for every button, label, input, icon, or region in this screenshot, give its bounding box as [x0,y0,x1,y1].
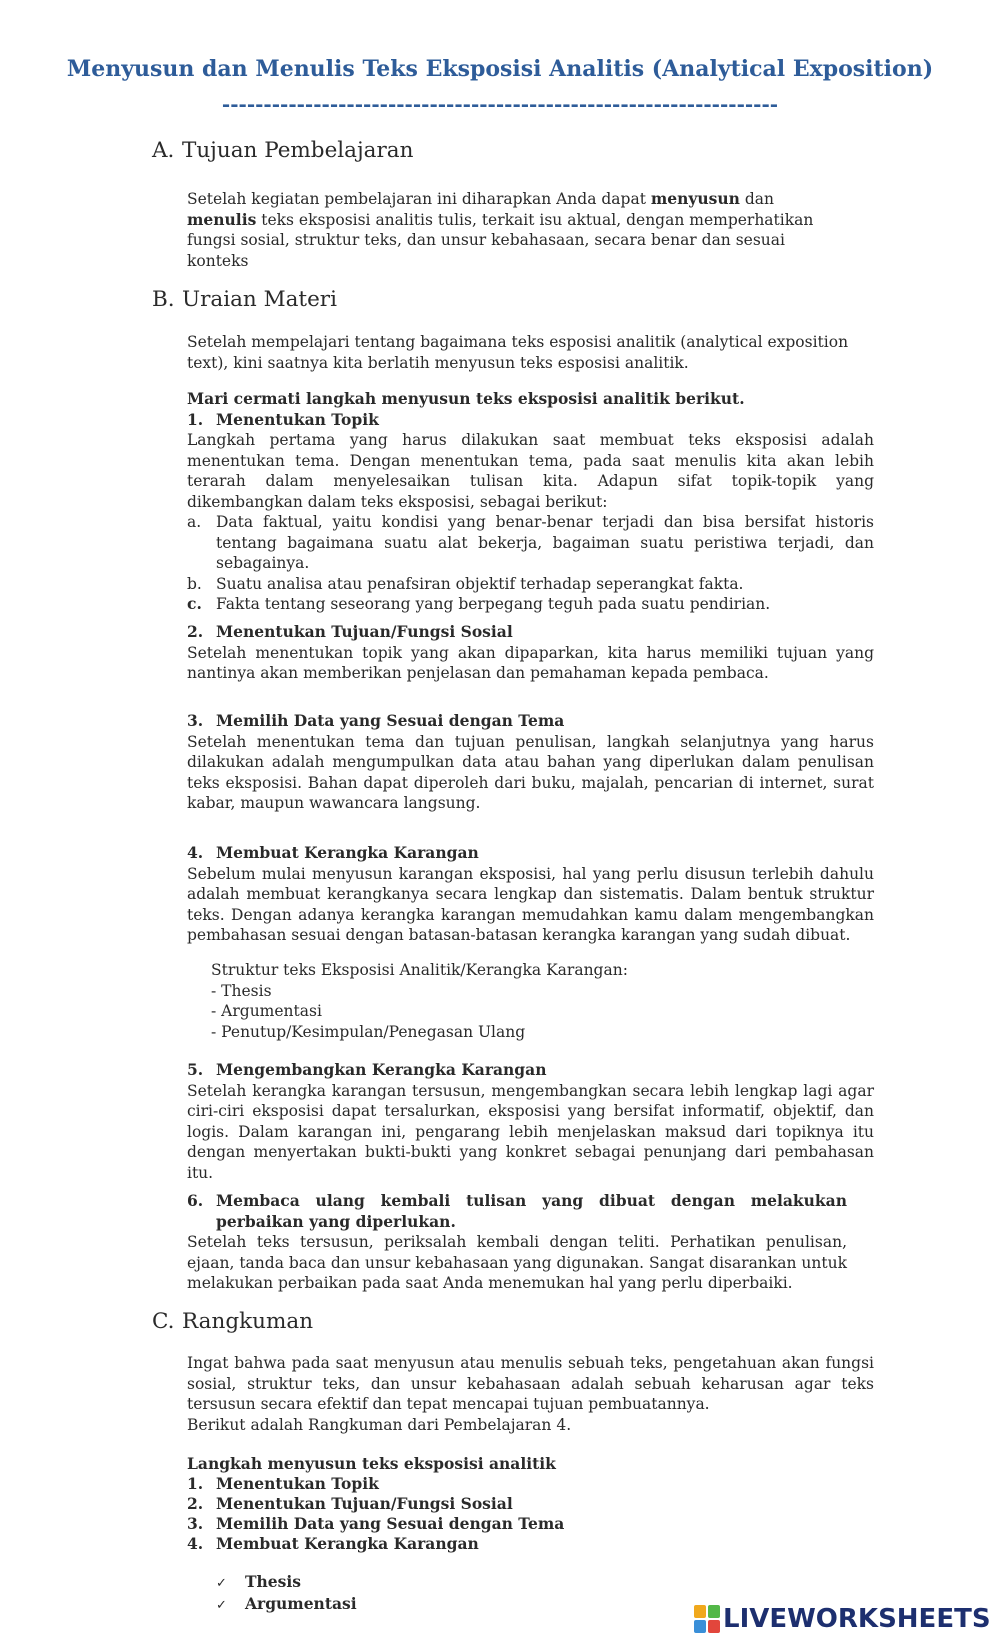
step-2-body: Setelah menentukan topik yang akan dipaparkan, kita harus memiliki tujuan yang nantinya akan memberikan penjelasan dan pemahaman kepada pembaca. [187,643,874,682]
list-item-text: Membuat Kerangka Karangan [216,1534,479,1553]
section-a-text-2: dan [739,190,775,208]
section-a-title: Tujuan Pembelajaran [182,138,414,163]
section-a-letter: A. [152,138,175,163]
summary-list-title: Langkah menyusun teks eksposisi analitik [187,1454,556,1473]
step-1-item-c [187,594,874,615]
summary-item-3 [187,1514,874,1534]
section-c-body-2: Berikut adalah Rangkuman dari Pembelajaran 4. [187,1415,572,1434]
logo-square-icon [708,1620,720,1633]
step-4-block [187,843,874,946]
list-marker: 1. [187,1474,204,1493]
check-item-text: Argumentasi [245,1593,357,1613]
step-1-title: Menentukan Topik [216,409,379,429]
check-item-thesis [216,1572,357,1594]
step-6-heading [187,1191,847,1232]
step-1-heading [187,410,874,431]
section-a-text-3: teks eksposisi analitis tulis, terkait isu aktual, dengan memperhatikan fungsi sosial, struktur teks, dan unsur kebahasaan, secara benar dan sesuai konteks [187,210,814,270]
structure-item: - Thesis [211,981,272,1000]
check-list [216,1572,357,1615]
step-3-number: 3. [187,711,204,730]
step-3-title: Memilih Data yang Sesuai dengan Tema [216,711,565,730]
document-title: Menyusun dan Menulis Teks Eksposisi Analitis (Analytical Exposition) [66,56,934,82]
section-a-paragraph [187,189,847,271]
step-3-body: Setelah menentukan tema dan tujuan penulisan, langkah selanjutnya yang harus dilakukan adalah mengumpulkan data atau bahan yang diperlukan dalam penulisan teks eksposisi. Bahan dapat diperoleh dari buku, majalah, pencarian di internet, surat kabar, maupun wawancara langsung. [187,732,874,812]
section-c-body: Ingat bahwa pada saat menyusun atau menulis sebuah teks, pengetahuan akan fungsi sosial, struktur teks, dan unsur kebahasaan adalah sebuah keharusan agar teks tersusun secara efektif dan tepat mencapai tujuan pembuatannya. [187,1354,874,1413]
step-5-title: Mengembangkan Kerangka Karangan [216,1060,547,1079]
step-5-heading [187,1060,874,1081]
check-item-text: Thesis [245,1572,302,1591]
section-a-heading [152,138,413,163]
section-b-title: Uraian Materi [182,287,337,312]
list-item-text: Memilih Data yang Sesuai dengan Tema [216,1514,565,1533]
logo-mark-icon [694,1605,720,1633]
list-item-text: Menentukan Topik [216,1474,379,1493]
list-item-text: Suatu analisa atau penafsiran objektif terhadap seperangkat fakta. [216,574,744,593]
summary-item-1 [187,1474,874,1494]
step-1-block [187,389,874,615]
list-marker: 4. [187,1534,204,1553]
step-4-body: Sebelum mulai menyusun karangan eksposisi, hal yang perlu disusun terlebih dahulu adalah membuat kerangkanya secara lengkap dan sistematis. Dalam bentuk struktur teks. Dengan adanya kerangka karangan memudahkan kamu dalam mengembangkan pembahasan sesuai dengan batasan-batasan kerangka karangan yang sudah dibuat. [187,864,874,944]
step-5-body: Setelah kerangka karangan tersusun, mengembangkan secara lebih lengkap lagi agar ciri-ciri eksposisi dapat tersalurkan, eksposisi yang bersifat informatif, objektif, dan logis. Dalam karangan ini, pengarang lebih menjelaskan maksud dari topiknya itu dengan menyertakan bukti-bukti yang konkret sebagai penunjang dari pembahasan itu. [187,1081,874,1182]
logo-text: LIVEWORKSHEETS [723,1604,991,1634]
list-marker: a. [187,513,202,531]
section-c-heading [152,1309,313,1334]
step-1-body: Langkah pertama yang harus dilakukan saat membuat teks eksposisi adalah menentukan tema. Dengan menentukan tema, pada saat menulis kita akan lebih terarah dalam menyelesaikan tulisan kita. Adapun sifat topik-topik yang dikembangkan dalam teks eksposisi, sebagai berikut: [187,431,874,511]
structure-title: Struktur teks Eksposisi Analitik/Kerangka Karangan: [211,961,628,979]
section-c-title: Rangkuman [182,1309,314,1334]
step-1-item-a [187,512,874,574]
structure-item: - Argumentasi [211,1002,322,1020]
section-b-heading [152,287,337,312]
title-divider: ------------------------------------------------------------------- [221,92,779,116]
structure-item: - Penutup/Kesimpulan/Penegasan Ulang [211,1022,526,1041]
section-b-letter: B. [152,287,175,312]
step-2-heading [187,622,874,643]
step-6-title: Membaca ulang kembali tulisan yang dibuat dengan melakukan perbaikan yang diperlukan. [216,1191,847,1231]
list-marker: b. [187,574,202,593]
step-3-block [187,711,874,814]
step-1-item-b [187,574,874,595]
summary-item-2 [187,1494,874,1514]
section-a-bold-menulis: menulis [187,209,257,229]
step-2-block [187,622,874,684]
step-6-block [187,1191,847,1294]
summary-list [187,1454,874,1554]
section-a-bold-menyusun: menyusun [650,189,740,208]
step-4-title: Membuat Kerangka Karangan [216,843,479,862]
step-2-title: Menentukan Tujuan/Fungsi Sosial [216,622,513,641]
section-b-intro [187,332,874,373]
step-6-body: Setelah teks tersusun, periksalah kembali dengan teliti. Perhatikan penulisan, ejaan, tanda baca dan unsur kebahasaan yang digunakan. Sangat disarankan untuk melakukan perbaikan pada saat Anda menemukan hal yang perlu diperbaiki. [187,1233,847,1292]
logo-square-icon [694,1620,706,1633]
step-5-number: 5. [187,1060,204,1079]
checkmark-icon: ✓ [216,1576,227,1591]
list-item-text: Fakta tentang seseorang yang berpegang teguh pada suatu pendirian. [216,595,771,613]
step-5-block [187,1060,874,1183]
step-2-number: 2. [187,622,204,641]
check-item-argumentasi [216,1594,357,1616]
list-item-text: Data faktual, yaitu kondisi yang benar-benar terjadi dan bisa bersifat historis tentang bagaimana suatu alat bekerja, bagaiman suatu peristiwa terjadi, dan sebagainya. [216,513,874,572]
section-b-lead: Mari cermati langkah menyusun teks eksposisi analitik berikut. [187,389,745,408]
step-4-heading [187,843,874,864]
section-b-intro-text: Setelah mempelajari tentang bagaimana teks esposisi analitik (analytical exposition text), kini saatnya kita berlatih menyusun teks esposisi analitik. [187,333,849,372]
logo-square-icon [708,1605,720,1618]
step-1-number: 1. [187,409,204,429]
liveworksheets-logo[interactable] [694,1602,991,1636]
checkmark-icon: ✓ [216,1597,227,1613]
step-3-heading [187,711,874,732]
list-marker: 2. [187,1494,204,1513]
section-c-letter: C. [152,1309,175,1334]
logo-square-icon [694,1605,706,1618]
list-marker: 3. [187,1514,204,1533]
section-a-text-1: Setelah kegiatan pembelajaran ini diharapkan Anda dapat [187,190,651,208]
section-c-paragraph [187,1353,874,1435]
list-item-text: Menentukan Tujuan/Fungsi Sosial [216,1494,513,1513]
step-6-number: 6. [187,1191,204,1210]
structure-list [211,960,628,1042]
list-marker: c. [187,594,202,613]
summary-item-4 [187,1534,874,1554]
step-4-number: 4. [187,843,204,862]
